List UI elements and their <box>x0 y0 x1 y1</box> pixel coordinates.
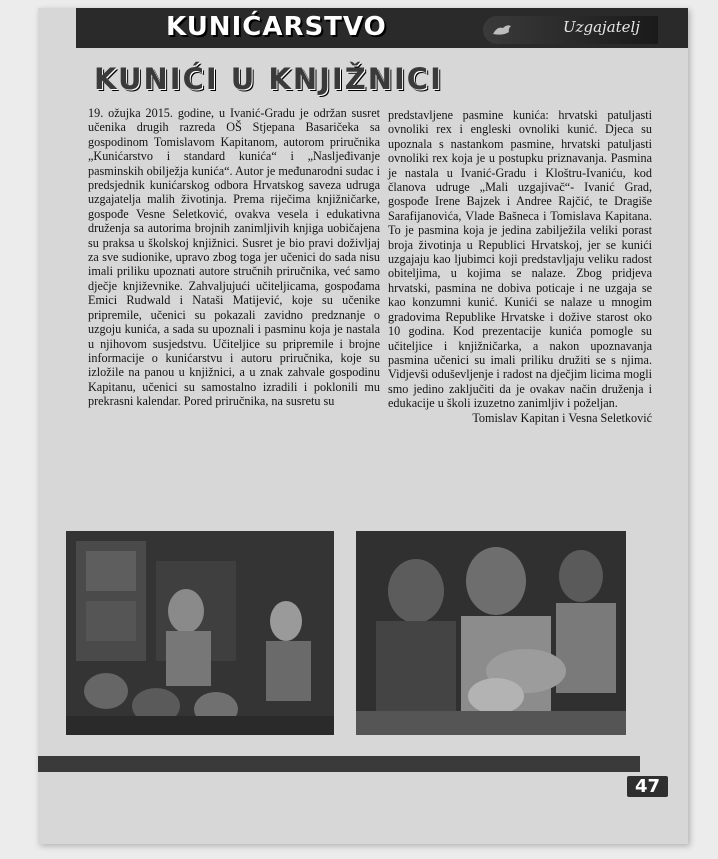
section-label: KUNIĆARSTVO <box>166 12 387 42</box>
article-text-right: predstavljene pasmine kunića: hrvatski patuljasti ovnoliki rex i engleski ovnoliki kunić. Djeca su upoznala s nastankom pasmine, hrvatski patuljasti ovnoliki rex koja je u postupku priznavanja. Pasmina je nastala u Ivanić-Gradu i Kloštru-Ivaniću, kod članova udruge „Mali uzgajivač“- Ivanić Grad, gospođe Irene Bajzek i Andree Rajčić, te Dragiše Sarafijanovića, Vlade Bašneca i Tomislava Kapitana. To je pasmina koja je jedina zabilježila veliki porast broja životinja u Republici Hrvatskoj, jer se kunići uzgajaju kao ljubimci koji predstavljaju veliku radost obiteljima, u kojima se nalaze. Zbog pridjeva hrvatski, pasmina ne dobiva poticaje i ne uzgaja se kao konzumni kunić. Kunići se nalaze u mnogim gradovima Republike Hrvatske i dožive starost oko 10 godina. Kod prezentacije kunića pomogle su učiteljice i knjižničarka, a nakon upoznavanja pasmina učenici su imali priliku družiti se s njima. Vidjevši oduševljenje i radost na dječjim licima mogli smo jedino zaključiti da je ovakav način druženja i edukacije u školi izuzetno zanimljiv i poželjan. <box>388 108 652 411</box>
photo-children-rabbits <box>356 531 626 735</box>
brand-banner <box>483 16 658 44</box>
article-signature: Tomislav Kapitan i Vesna Seletković <box>472 410 652 425</box>
magazine-page <box>38 8 688 844</box>
photo-library-meeting <box>66 531 334 735</box>
photo-right-image <box>356 531 626 735</box>
article-column-left <box>88 106 380 409</box>
photo-left-image <box>66 531 334 735</box>
footer-bar <box>38 756 640 772</box>
article-column-right <box>388 108 652 425</box>
article-text-left: 19. ožujka 2015. godine, u Ivanić-Gradu je održan susret učenika drugih razreda OŠ Stjepana Basaričeka sa gospodinom Tomislavom Kapitanom, autorom priručnika „Kunićarstvo i standard kunića“ i „Nasljeđivanje pasminskih obilježja kunića“. Autor je međunarodni sudac i predsjednik kunićarskog odbora Hrvatskog saveza udruga uzgajatelja malih životinja. Prema riječima knjižničarke, gospođe Vesne Seletković, ovakva vesela i edukativna druženja sa autorima brojnih zanimljivih knjiga uobičajena su praksa u školskoj knjižnici. Susret je bio pravi doživljaj za sve sudionike, upravo zbog toga jer učenici do sada nisu imali priliku upoznati autore stručnih priručnika, već samo dječje književnike. Zahvaljujući učiteljicama, gospođama Emici Rudwald i Nataši Matijević, koje su učenike pripremile, učenici su pokazali zavidno predznanje o uzgoju kunića, a sada su upoznali i pasminu koja je nastala u njihovom susjedstvu. Učiteljice su pripremile i brojne informacije o kunićarstvu i autoru priručnika, koje su izložile na panou u knjižnici, a u znak zahvale gospodinu Kapitanu, učenici su samostalno izradili i poklonili mu prekrasni kalendar. Pored priručnika, na susretu su <box>88 106 380 409</box>
brand-name: Uzgajatelj <box>562 18 640 36</box>
header-bar <box>76 8 688 48</box>
page-number: 47 <box>627 776 668 797</box>
bird-icon <box>491 20 513 42</box>
article-title: KUNIĆI U KNJIŽNICI <box>94 62 443 96</box>
